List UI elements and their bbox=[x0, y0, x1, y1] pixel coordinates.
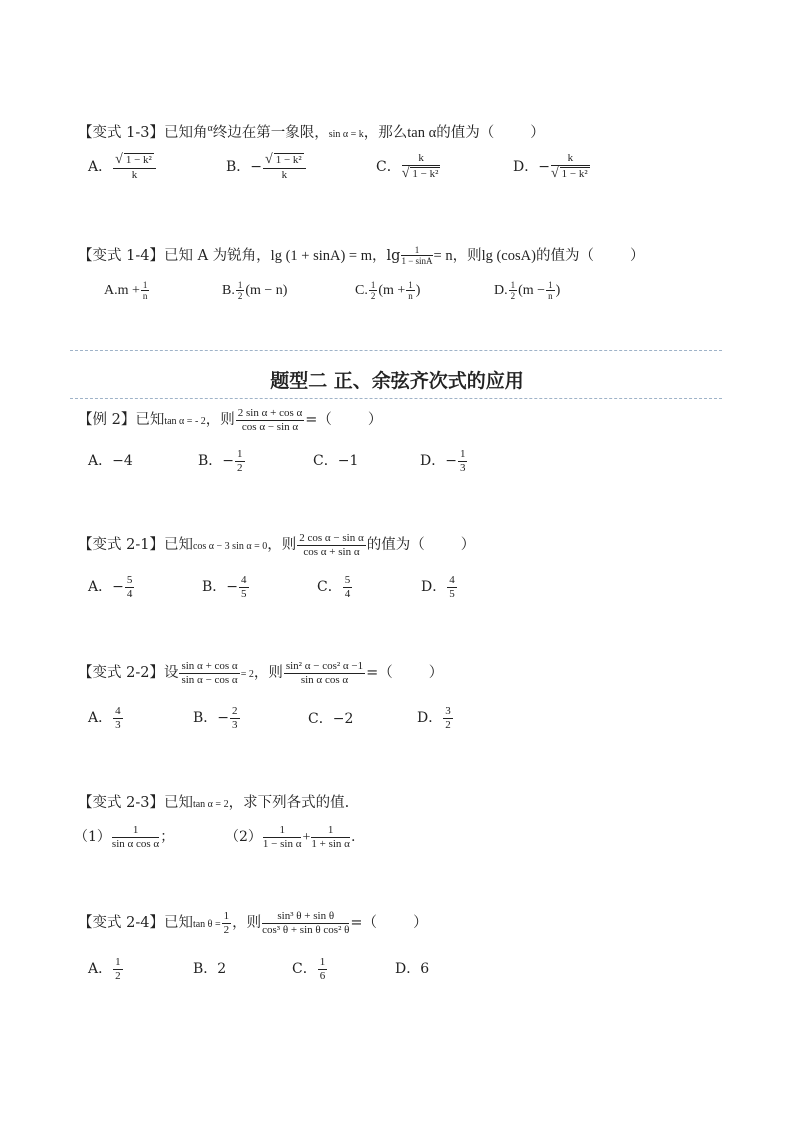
option-b[interactable]: B．− $\frac{4}{5}$ bbox=[202, 574, 247, 600]
option-c[interactable]: C．−2 bbox=[308, 711, 354, 727]
option-a[interactable]: A．− $\frac{5}{4}$ bbox=[88, 574, 133, 600]
option-c[interactable]: C． $\frac{1}{6}$ bbox=[292, 956, 326, 982]
question-2-1: 【变式 2-1】已知cos α − 3 sin α = 0，则 $\frac{\text{2 cos α − sin α}}{\text{cos α + sin α}}$ 的值为（ ） bbox=[78, 532, 476, 558]
option-a[interactable]: A． $\frac{1}{2}$ bbox=[88, 956, 121, 982]
section-title: 题型二 正、余弦齐次式的应用 bbox=[270, 370, 524, 392]
section-divider-top bbox=[70, 350, 722, 351]
option-a[interactable]: A． $\frac{\text{√ 1 − k²}}{k}$ bbox=[88, 152, 157, 182]
question-1-3: 【变式 1-3】已知角$^\alpha$终边在第一象限，sin α = k，那么tan α的值为（ ） bbox=[78, 123, 545, 141]
option-c[interactable]: C．−1 bbox=[313, 453, 359, 469]
option-d[interactable]: D．− $\frac{1}{3}$ bbox=[420, 448, 466, 474]
question-2-4: 【变式 2-4】已知tan θ = $\frac{1}{2}$ ，则 $\frac{\text{sin³ θ + sin θ}}{\text{cos³ θ + sin θ cos² θ}}$ =（ ） bbox=[78, 910, 428, 936]
question-1-4: 【变式 1-4】已知 A 为锐角，lg (1 + sinA) = m，lg $\frac{1}{1 - \sin A}$ = n，则lg (cosA)的值为（ ） bbox=[78, 245, 645, 267]
question-label: 【例 2】 bbox=[78, 412, 136, 429]
option-d[interactable]: D．6 bbox=[395, 961, 430, 977]
section-divider-bottom bbox=[70, 398, 722, 399]
option-c[interactable]: C． $\frac{5}{4}$ bbox=[317, 574, 351, 600]
option-a[interactable]: A．−4 bbox=[88, 453, 133, 469]
option-a[interactable]: A.m + $\frac{1}{n}$ bbox=[104, 280, 148, 302]
option-b[interactable]: B．− $\frac{\text{√ 1 − k²}}{k}$ bbox=[226, 152, 307, 182]
option-d[interactable]: D. $\frac{1}{2}$ (m − $\frac{1}{n}$ ) bbox=[494, 280, 561, 302]
question-label: 【变式 2-3】 bbox=[78, 795, 164, 811]
option-b[interactable]: B．2 bbox=[193, 961, 227, 977]
question-2-3: 【变式 2-3】已知tan α = 2，求下列各式的值. bbox=[78, 795, 350, 811]
question-label: 【变式 1-3】 bbox=[78, 124, 164, 141]
option-a[interactable]: A． $\frac{4}{3}$ bbox=[88, 705, 121, 731]
option-d[interactable]: D． $\frac{4}{5}$ bbox=[421, 574, 455, 600]
option-d[interactable]: D．− $\frac{k}{\text{√ 1 − k²}}$ bbox=[513, 152, 588, 181]
option-c[interactable]: C． $\frac{k}{\text{√ 1 − k²}}$ bbox=[376, 152, 439, 181]
option-b[interactable]: B．− $\frac{1}{2}$ bbox=[198, 448, 243, 474]
example-2: 【例 2】已知tan α = - 2，则 $\frac{\text{2 sin α + cos α}}{\text{cos α − sin α}}$ =（ ） bbox=[78, 407, 383, 433]
question-label: 【变式 2-4】 bbox=[78, 915, 164, 932]
question-label: 【变式 2-1】 bbox=[78, 537, 164, 554]
question-label: 【变式 1-4】 bbox=[78, 247, 164, 264]
question-2-2: 【变式 2-2】设 $\frac{\text{sin α + cos α}}{\text{sin α − cos α}}$ = 2，则 $\frac{\text{sin² α − cos² α −1}}{\text{sin α cos α}}$ =（ ） bbox=[78, 660, 444, 686]
option-c[interactable]: C. $\frac{1}{2}$ (m + $\frac{1}{n}$ ) bbox=[355, 280, 421, 302]
option-d[interactable]: D． $\frac{3}{2}$ bbox=[417, 705, 451, 731]
sub-question-1: （1） $\frac{1}{\text{sin α cos α}}$ ； bbox=[74, 824, 175, 850]
question-label: 【变式 2-2】 bbox=[78, 665, 164, 682]
option-b[interactable]: B. $\frac{1}{2}$ (m − n) bbox=[222, 280, 288, 302]
sub-question-2: （2） $\frac{1}{\text{1 − sin α}}$ + $\frac{1}{\text{1 + sin α}}$ . bbox=[225, 824, 356, 850]
option-b[interactable]: B．− $\frac{2}{3}$ bbox=[193, 705, 238, 731]
